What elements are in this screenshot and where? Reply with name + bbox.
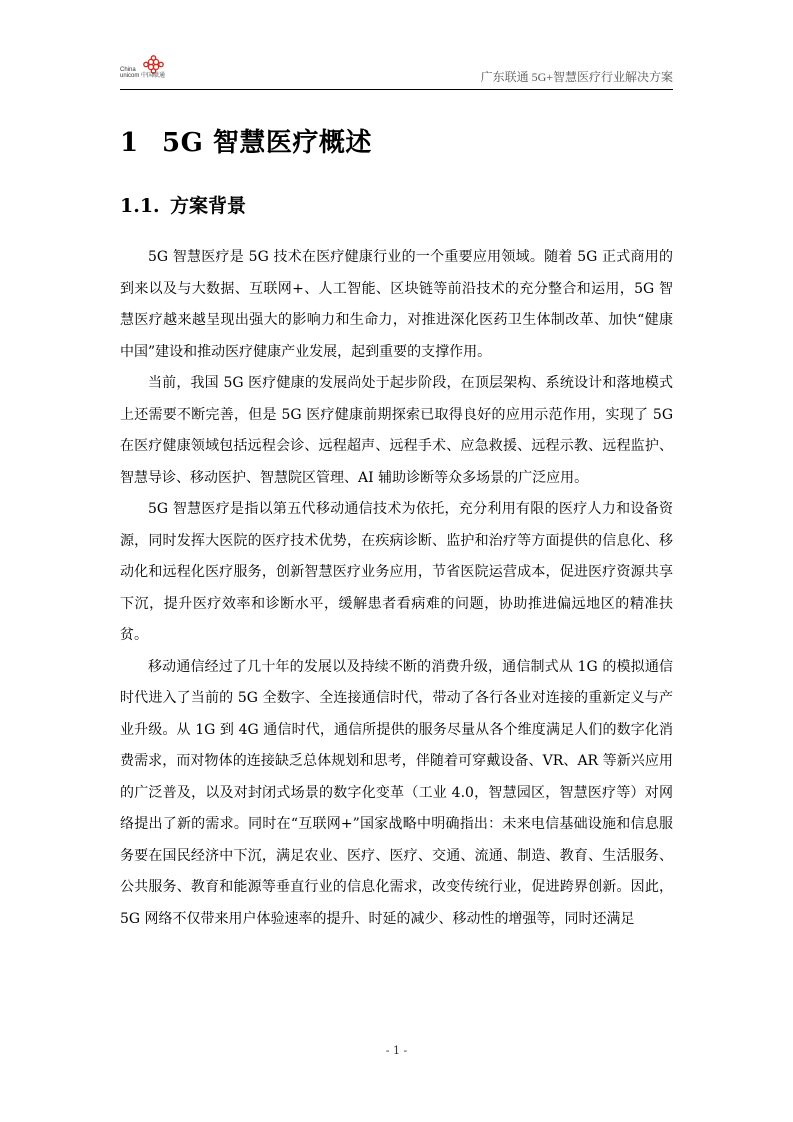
section-number: 1.1. (120, 195, 160, 217)
paragraph: 移动通信经过了几十年的发展以及持续不断的消费升级，通信制式从 1G 的模拟通信时代进入了当前的 5G 全数字、全连接通信时代，带动了各行各业对连接的重新定义与产业升级。从 1G 到 4G 通信时代，通信所提供的服务尽量从各个维度满足人们的数字化消费需求，而对物体的连接缺乏总体规划和思考，伴随着可穿戴设备、VR、AR 等新兴应用的广泛普及，以及对封闭式场景的数字化变革（工业 4.0，智慧园区，智慧医疗等）对网络提出了新的需求。同时在“互联网+”国家战略中明确指出：未来电信基础设施和信息服务要在国民经济中下沉，满足农业、医疗、医疗、交通、流通、制造、教育、生活服务、公共服务、教育和能源等垂直行业的信息化需求，改变传统行业，促进跨界创新。因此，5G 网络不仅带来用户体验速率的提升、时延的减少、移动性的增强等，同时还满足 (120, 658, 673, 927)
section-title: 方案背景 (170, 195, 247, 217)
logo-text (120, 67, 165, 79)
paragraph: 5G 智慧医疗是 5G 技术在医疗健康行业的一个重要应用领域。随着 5G 正式商用的到来以及与大数据、互联网+、人工智能、区块链等前沿技术的充分整合和运用，5G 智慧医疗越来越呈现出强大的影响力和生命力，对推进深化医药卫生体制改革、加快“健康中国”建设和推动医疗健康产业发展，起到重要的支撑作用。 (120, 249, 673, 360)
section-heading (120, 191, 246, 218)
paragraph: 当前，我国 5G 医疗健康的发展尚处于起步阶段，在顶层架构、系统设计和落地模式上还需要不断完善，但是 5G 医疗健康前期探索已取得良好的应用示范作用，实现了 5G 在医疗健康领域包括远程会诊、远程超声、远程手术、应急救援、远程示教、远程监护、智慧导诊、移动医护、智慧院区管理、AI 辅助诊断等众多场景的广泛应用。 (120, 375, 673, 486)
logo-text-line2: unicom 中国联通 (120, 73, 166, 79)
header-title: 广东联通 5G+智慧医疗行业解决方案 (480, 70, 673, 84)
page-header (120, 48, 673, 90)
chapter-title: 5G 智慧医疗概述 (162, 128, 372, 158)
chapter-heading (120, 122, 372, 159)
body-text (120, 242, 673, 935)
paragraph: 5G 智慧医疗是指以第五代移动通信技术为依托，充分利用有限的医疗人力和设备资源，同时发挥大医院的医疗技术优势，在疾病诊断、监护和治疗等方面提供的信息化、移动化和远程化医疗服务，创新智慧医疗业务应用，节省医院运营成本，促进医疗资源共享下沉，提升医疗效率和诊断水平，缓解患者看病难的问题，协助推进偏远地区的精准扶贫。 (120, 501, 673, 643)
logo-text-line1: China (120, 67, 136, 73)
page-number: - 1 - (385, 1044, 408, 1057)
chapter-number: 1 (120, 128, 139, 158)
